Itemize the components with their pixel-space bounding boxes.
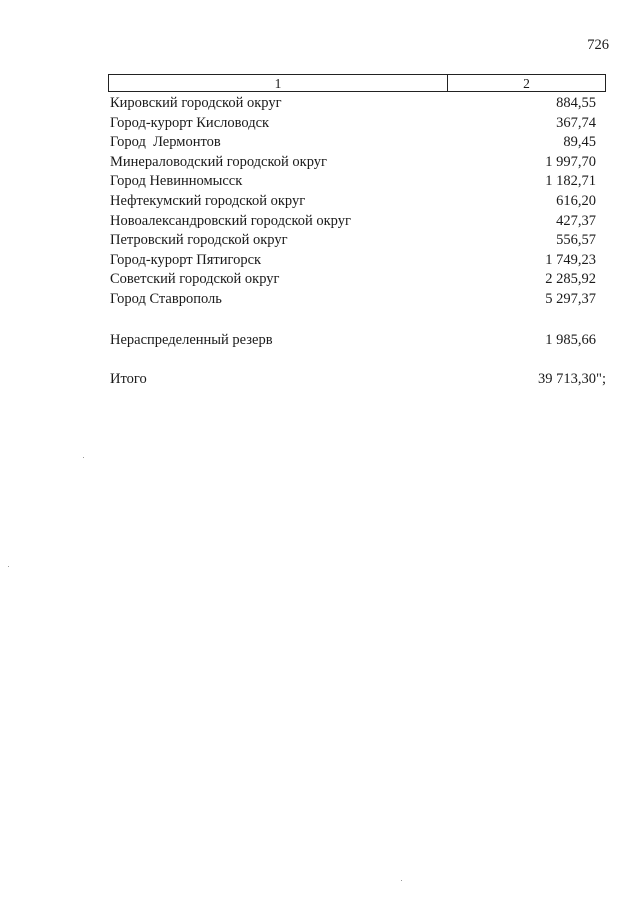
table-row: [110, 114, 596, 134]
row-value: 616,20: [556, 192, 596, 209]
table-row: [110, 153, 596, 173]
row-value: 2 285,92: [545, 271, 596, 288]
total-row: [110, 369, 606, 389]
scan-speck: [401, 880, 402, 881]
row-name: Город Лермонтов: [110, 134, 221, 151]
row-value: 556,57: [556, 232, 596, 249]
table-row: [110, 192, 596, 212]
row-value: 89,45: [563, 134, 596, 151]
row-name: Петровский городской округ: [110, 232, 288, 249]
row-name: Город Ставрополь: [110, 290, 222, 307]
row-name: Нефтекумский городской округ: [110, 192, 306, 209]
scan-speck: [8, 566, 9, 567]
total-value: 39 713,30";: [538, 371, 606, 387]
table-row: [110, 290, 596, 310]
reserve-row: [110, 330, 596, 350]
row-value: 1 182,71: [545, 173, 596, 190]
row-value: 5 297,37: [545, 290, 596, 307]
row-value: 427,37: [556, 212, 596, 229]
row-value: 1 749,23: [545, 251, 596, 268]
row-name: Советский городской округ: [110, 271, 280, 288]
table-row: [110, 231, 596, 251]
row-name: Новоалександровский городской округ: [110, 212, 351, 229]
row-name: Город-курорт Пятигорск: [110, 251, 262, 268]
table-row: [110, 270, 596, 290]
table-row: [110, 133, 596, 153]
table-row: [110, 251, 596, 271]
total-label: Итого: [110, 371, 147, 387]
table-row: [110, 94, 596, 114]
table-header-col-1: 1: [109, 75, 448, 91]
table-row: [110, 212, 596, 232]
table-header-col-2: 2: [523, 76, 530, 91]
table-header: [108, 74, 606, 92]
reserve-label: Нераспределенный резерв: [110, 332, 273, 348]
row-name: Минераловодский городской округ: [110, 153, 327, 170]
row-name: Кировский городской округ: [110, 95, 282, 111]
row-value: 1 997,70: [545, 153, 596, 170]
table-row: [110, 172, 596, 192]
reserve-value: 1 985,66: [545, 332, 596, 348]
row-name: Город-курорт Кисловодск: [110, 114, 270, 131]
row-value: 367,74: [556, 114, 596, 131]
district-list: [110, 94, 596, 310]
row-value: 884,55: [556, 95, 596, 111]
scan-speck: [83, 457, 84, 458]
row-name: Город Невинномысск: [110, 173, 243, 190]
page-number: 726: [587, 37, 609, 53]
